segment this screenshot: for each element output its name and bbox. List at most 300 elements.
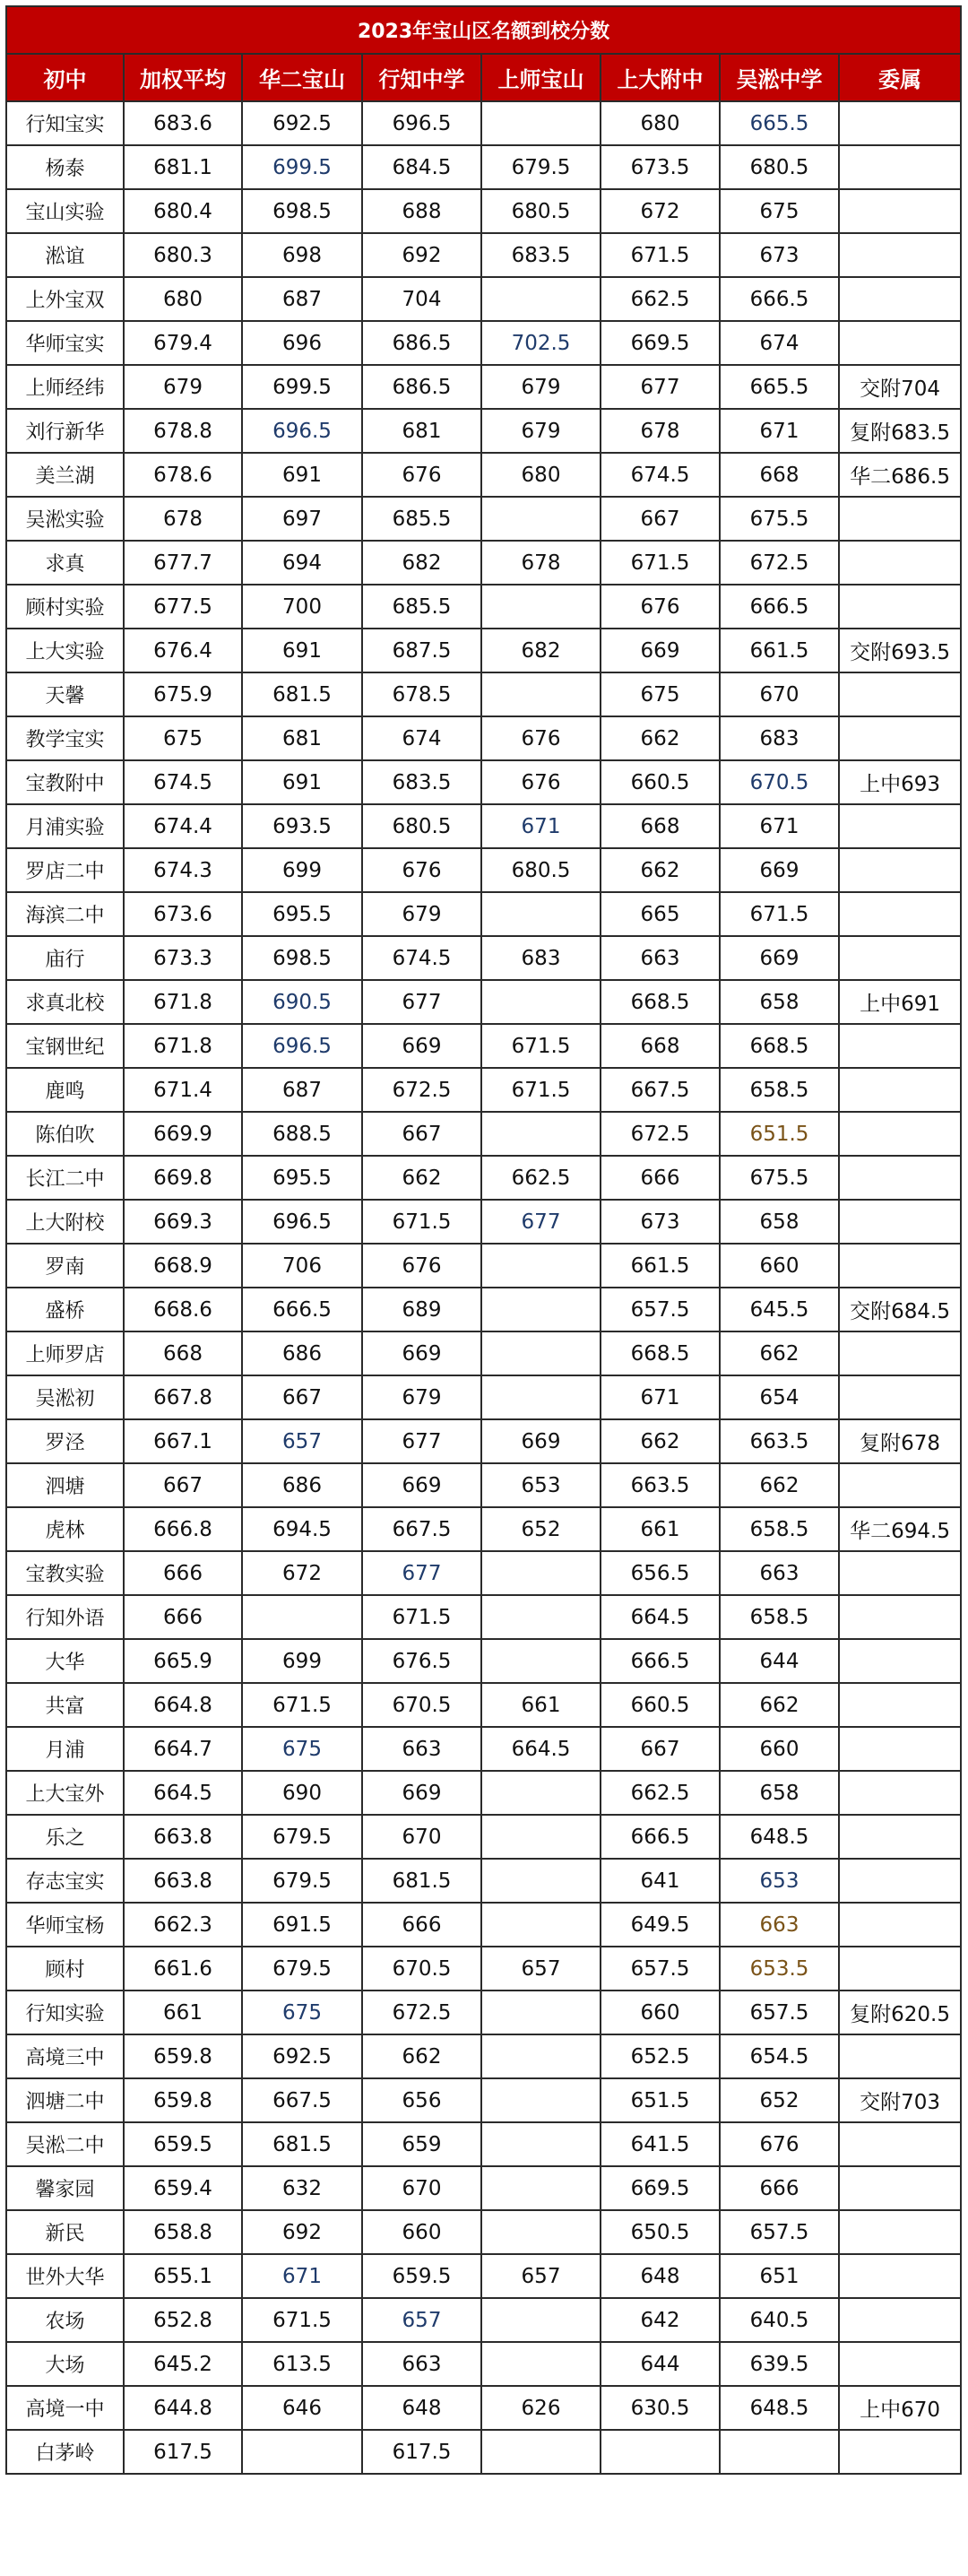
table-row [6, 1903, 961, 1947]
xingzhi-cell: 677 [362, 980, 481, 1024]
shangda-fuzhong-cell: 668.5 [601, 1331, 720, 1375]
weighted-avg-cell: 666 [124, 1595, 242, 1639]
shangshi-baoshan-cell [481, 1288, 601, 1331]
school-cell: 吴淞实验 [6, 497, 124, 541]
huaer-baoshan-cell: 696.5 [242, 1200, 362, 1244]
school-cell: 存志宝实 [6, 1859, 124, 1903]
school-cell: 宝钢世纪 [6, 1024, 124, 1068]
shangshi-baoshan-cell: 657 [481, 1947, 601, 1991]
huaer-baoshan-cell: 695.5 [242, 1156, 362, 1200]
school-cell: 乐之 [6, 1815, 124, 1859]
huaer-baoshan-cell: 690.5 [242, 980, 362, 1024]
huaer-baoshan-cell: 699.5 [242, 145, 362, 189]
wusong-cell: 657.5 [720, 2210, 839, 2254]
weishu-cell: 交附704 [839, 365, 961, 409]
xingzhi-cell: 686.5 [362, 365, 481, 409]
huaer-baoshan-cell: 672 [242, 1551, 362, 1595]
xingzhi-cell: 685.5 [362, 497, 481, 541]
shangshi-baoshan-cell [481, 1903, 601, 1947]
weighted-avg-cell: 681.1 [124, 145, 242, 189]
wusong-cell: 669 [720, 936, 839, 980]
huaer-baoshan-cell: 691 [242, 453, 362, 497]
wusong-cell: 674 [720, 321, 839, 365]
wusong-cell: 668.5 [720, 1024, 839, 1068]
huaer-baoshan-cell: 632 [242, 2166, 362, 2210]
weighted-avg-cell: 675.9 [124, 672, 242, 716]
huaer-baoshan-cell: 675 [242, 1991, 362, 2034]
shangshi-baoshan-cell [481, 2210, 601, 2254]
wusong-cell: 665.5 [720, 101, 839, 145]
wusong-cell: 648.5 [720, 2386, 839, 2430]
shangshi-baoshan-cell: 680 [481, 453, 601, 497]
shangshi-baoshan-cell [481, 101, 601, 145]
table-row [6, 2430, 961, 2474]
wusong-cell: 658.5 [720, 1595, 839, 1639]
wusong-cell [720, 2430, 839, 2474]
wusong-cell: 654 [720, 1375, 839, 1419]
school-cell: 华师宝杨 [6, 1903, 124, 1947]
weighted-avg-cell: 674.3 [124, 848, 242, 892]
xingzhi-cell: 671.5 [362, 1200, 481, 1244]
shangshi-baoshan-cell [481, 892, 601, 936]
shangshi-baoshan-cell: 664.5 [481, 1727, 601, 1771]
shangda-fuzhong-cell: 673.5 [601, 145, 720, 189]
wusong-cell: 666 [720, 2166, 839, 2210]
shangda-fuzhong-cell: 669 [601, 629, 720, 672]
weishu-cell [839, 189, 961, 233]
shangshi-baoshan-cell: 671.5 [481, 1068, 601, 1112]
weighted-avg-cell: 655.1 [124, 2254, 242, 2298]
weishu-cell: 上中691 [839, 980, 961, 1024]
weishu-cell [839, 1156, 961, 1200]
huaer-baoshan-cell: 681.5 [242, 672, 362, 716]
school-cell: 上大宝外 [6, 1771, 124, 1815]
school-cell: 海滨二中 [6, 892, 124, 936]
shangshi-baoshan-cell [481, 2430, 601, 2474]
xingzhi-cell: 689 [362, 1288, 481, 1331]
shangda-fuzhong-cell: 673 [601, 1200, 720, 1244]
shangshi-baoshan-cell [481, 2122, 601, 2166]
table-row [6, 101, 961, 145]
wusong-cell: 666.5 [720, 277, 839, 321]
table-row [6, 321, 961, 365]
school-cell: 杨泰 [6, 145, 124, 189]
huaer-baoshan-cell: 693.5 [242, 804, 362, 848]
weishu-cell [839, 1463, 961, 1507]
shangda-fuzhong-cell: 662.5 [601, 277, 720, 321]
huaer-baoshan-cell: 686 [242, 1331, 362, 1375]
table-row [6, 1112, 961, 1156]
table-body [6, 101, 961, 2474]
shangda-fuzhong-cell: 667 [601, 1727, 720, 1771]
weighted-avg-cell: 668 [124, 1331, 242, 1375]
wusong-cell: 666.5 [720, 585, 839, 629]
school-cell: 教学宝实 [6, 716, 124, 760]
table-row [6, 1156, 961, 1200]
col-header-huaer-baoshan: 华二宝山 [242, 54, 362, 101]
shangshi-baoshan-cell: 683 [481, 936, 601, 980]
weighted-avg-cell: 678.6 [124, 453, 242, 497]
xingzhi-cell: 679 [362, 1375, 481, 1419]
shangda-fuzhong-cell: 675 [601, 672, 720, 716]
shangda-fuzhong-cell: 644 [601, 2342, 720, 2386]
title-row [6, 6, 961, 54]
shangda-fuzhong-cell: 660.5 [601, 760, 720, 804]
weishu-cell [839, 936, 961, 980]
shangshi-baoshan-cell [481, 2298, 601, 2342]
wusong-cell: 663.5 [720, 1419, 839, 1463]
wusong-cell: 644 [720, 1639, 839, 1683]
school-cell: 上师罗店 [6, 1331, 124, 1375]
huaer-baoshan-cell [242, 1595, 362, 1639]
weishu-cell [839, 2034, 961, 2078]
shangshi-baoshan-cell: 678 [481, 541, 601, 585]
wusong-cell: 658 [720, 1771, 839, 1815]
weighted-avg-cell: 659.8 [124, 2034, 242, 2078]
weighted-avg-cell: 679 [124, 365, 242, 409]
shangshi-baoshan-cell [481, 1639, 601, 1683]
shangshi-baoshan-cell [481, 1331, 601, 1375]
xingzhi-cell: 678.5 [362, 672, 481, 716]
xingzhi-cell: 670.5 [362, 1683, 481, 1727]
header-row [6, 54, 961, 101]
shangshi-baoshan-cell [481, 1815, 601, 1859]
shangda-fuzhong-cell: 662 [601, 716, 720, 760]
weighted-avg-cell: 664.5 [124, 1771, 242, 1815]
huaer-baoshan-cell: 699 [242, 1639, 362, 1683]
weishu-cell [839, 101, 961, 145]
school-cell: 求真北校 [6, 980, 124, 1024]
weishu-cell [839, 2342, 961, 2386]
huaer-baoshan-cell: 698.5 [242, 936, 362, 980]
weishu-cell: 上中693 [839, 760, 961, 804]
weishu-cell: 上中670 [839, 2386, 961, 2430]
school-cell: 美兰湖 [6, 453, 124, 497]
shangda-fuzhong-cell: 671.5 [601, 541, 720, 585]
wusong-cell: 675.5 [720, 497, 839, 541]
col-header-weishu: 委属 [839, 54, 961, 101]
weighted-avg-cell: 676.4 [124, 629, 242, 672]
table-row [6, 1639, 961, 1683]
xingzhi-cell: 676 [362, 1244, 481, 1288]
shangda-fuzhong-cell: 672.5 [601, 1112, 720, 1156]
huaer-baoshan-cell: 698.5 [242, 189, 362, 233]
shangda-fuzhong-cell: 667.5 [601, 1068, 720, 1112]
shangshi-baoshan-cell: 657 [481, 2254, 601, 2298]
weishu-cell: 复附678 [839, 1419, 961, 1463]
xingzhi-cell: 656 [362, 2078, 481, 2122]
school-cell: 泗塘 [6, 1463, 124, 1507]
school-cell: 上师经纬 [6, 365, 124, 409]
weishu-cell [839, 1771, 961, 1815]
weighted-avg-cell: 666.8 [124, 1507, 242, 1551]
shangshi-baoshan-cell [481, 277, 601, 321]
weighted-avg-cell: 673.6 [124, 892, 242, 936]
shangda-fuzhong-cell: 652.5 [601, 2034, 720, 2078]
shangda-fuzhong-cell: 666.5 [601, 1815, 720, 1859]
xingzhi-cell: 659 [362, 2122, 481, 2166]
xingzhi-cell: 669 [362, 1024, 481, 1068]
shangda-fuzhong-cell: 663 [601, 936, 720, 980]
weishu-cell [839, 2122, 961, 2166]
xingzhi-cell: 671.5 [362, 1595, 481, 1639]
xingzhi-cell: 670 [362, 2166, 481, 2210]
school-cell: 华师宝实 [6, 321, 124, 365]
wusong-cell: 670.5 [720, 760, 839, 804]
table-row [6, 2298, 961, 2342]
xingzhi-cell: 692 [362, 233, 481, 277]
shangda-fuzhong-cell: 677 [601, 365, 720, 409]
wusong-cell: 662 [720, 1331, 839, 1375]
huaer-baoshan-cell: 699 [242, 848, 362, 892]
weishu-cell [839, 2298, 961, 2342]
xingzhi-cell: 682 [362, 541, 481, 585]
shangda-fuzhong-cell: 648 [601, 2254, 720, 2298]
huaer-baoshan-cell: 646 [242, 2386, 362, 2430]
table-row [6, 716, 961, 760]
table-row [6, 365, 961, 409]
weishu-cell: 华二686.5 [839, 453, 961, 497]
weishu-cell [839, 277, 961, 321]
school-cell: 泗塘二中 [6, 2078, 124, 2122]
xingzhi-cell: 681.5 [362, 1859, 481, 1903]
weishu-cell [839, 1551, 961, 1595]
score-table [5, 5, 962, 2475]
shangda-fuzhong-cell: 669.5 [601, 2166, 720, 2210]
huaer-baoshan-cell: 692.5 [242, 101, 362, 145]
huaer-baoshan-cell: 686 [242, 1463, 362, 1507]
xingzhi-cell: 676 [362, 848, 481, 892]
school-cell: 大华 [6, 1639, 124, 1683]
wusong-cell: 671 [720, 804, 839, 848]
school-cell: 庙行 [6, 936, 124, 980]
school-cell: 宝山实验 [6, 189, 124, 233]
table-row [6, 1288, 961, 1331]
table-row [6, 541, 961, 585]
shangda-fuzhong-cell: 630.5 [601, 2386, 720, 2430]
xingzhi-cell: 687.5 [362, 629, 481, 672]
school-cell: 罗泾 [6, 1419, 124, 1463]
shangshi-baoshan-cell [481, 2034, 601, 2078]
wusong-cell: 671.5 [720, 892, 839, 936]
huaer-baoshan-cell: 671.5 [242, 1683, 362, 1727]
school-cell: 白茅岭 [6, 2430, 124, 2474]
shangda-fuzhong-cell: 666.5 [601, 1639, 720, 1683]
xingzhi-cell: 648 [362, 2386, 481, 2430]
xingzhi-cell: 676.5 [362, 1639, 481, 1683]
weishu-cell [839, 804, 961, 848]
weishu-cell [839, 848, 961, 892]
weighted-avg-cell: 674.4 [124, 804, 242, 848]
school-cell: 月浦 [6, 1727, 124, 1771]
score-sheet [5, 5, 960, 2475]
huaer-baoshan-cell: 697 [242, 497, 362, 541]
weishu-cell [839, 1903, 961, 1947]
xingzhi-cell: 662 [362, 2034, 481, 2078]
school-cell: 宝教附中 [6, 760, 124, 804]
table-row [6, 1200, 961, 1244]
table-row [6, 672, 961, 716]
xingzhi-cell: 660 [362, 2210, 481, 2254]
table-row [6, 1991, 961, 2034]
shangshi-baoshan-cell: 652 [481, 1507, 601, 1551]
shangshi-baoshan-cell: 702.5 [481, 321, 601, 365]
school-cell: 上大实验 [6, 629, 124, 672]
table-row [6, 585, 961, 629]
school-cell: 农场 [6, 2298, 124, 2342]
wusong-cell: 665.5 [720, 365, 839, 409]
weishu-cell: 复附683.5 [839, 409, 961, 453]
weighted-avg-cell: 669.3 [124, 1200, 242, 1244]
weishu-cell [839, 1727, 961, 1771]
xingzhi-cell: 688 [362, 189, 481, 233]
shangshi-baoshan-cell [481, 1595, 601, 1639]
school-cell: 世外大华 [6, 2254, 124, 2298]
wusong-cell: 657.5 [720, 1991, 839, 2034]
weighted-avg-cell: 659.4 [124, 2166, 242, 2210]
huaer-baoshan-cell: 657 [242, 1419, 362, 1463]
xingzhi-cell: 670.5 [362, 1947, 481, 1991]
shangshi-baoshan-cell: 676 [481, 760, 601, 804]
weighted-avg-cell: 677.7 [124, 541, 242, 585]
huaer-baoshan-cell [242, 2430, 362, 2474]
table-title: 2023年宝山区名额到校分数 [6, 6, 961, 54]
school-cell: 鹿鸣 [6, 1068, 124, 1112]
table-row [6, 189, 961, 233]
weighted-avg-cell: 645.2 [124, 2342, 242, 2386]
xingzhi-cell: 684.5 [362, 145, 481, 189]
weishu-cell: 交附703 [839, 2078, 961, 2122]
shangda-fuzhong-cell: 663.5 [601, 1463, 720, 1507]
shangshi-baoshan-cell: 653 [481, 1463, 601, 1507]
huaer-baoshan-cell: 671 [242, 2254, 362, 2298]
huaer-baoshan-cell: 699.5 [242, 365, 362, 409]
shangshi-baoshan-cell: 680.5 [481, 189, 601, 233]
col-header-school: 初中 [6, 54, 124, 101]
weighted-avg-cell: 667 [124, 1463, 242, 1507]
table-row [6, 1859, 961, 1903]
shangda-fuzhong-cell: 662 [601, 1419, 720, 1463]
wusong-cell: 640.5 [720, 2298, 839, 2342]
xingzhi-cell: 685.5 [362, 585, 481, 629]
shangda-fuzhong-cell: 669.5 [601, 321, 720, 365]
xingzhi-cell: 677 [362, 1551, 481, 1595]
school-cell: 顾村 [6, 1947, 124, 1991]
wusong-cell: 651.5 [720, 1112, 839, 1156]
weishu-cell [839, 1244, 961, 1288]
shangda-fuzhong-cell: 657.5 [601, 1288, 720, 1331]
table-row [6, 1244, 961, 1288]
weishu-cell [839, 2254, 961, 2298]
weighted-avg-cell: 667.8 [124, 1375, 242, 1419]
wusong-cell: 662 [720, 1683, 839, 1727]
huaer-baoshan-cell: 691.5 [242, 1903, 362, 1947]
weishu-cell [839, 892, 961, 936]
shangda-fuzhong-cell: 641 [601, 1859, 720, 1903]
shangshi-baoshan-cell: 677 [481, 1200, 601, 1244]
shangshi-baoshan-cell: 679 [481, 409, 601, 453]
wusong-cell: 670 [720, 672, 839, 716]
huaer-baoshan-cell: 667 [242, 1375, 362, 1419]
weighted-avg-cell: 677.5 [124, 585, 242, 629]
wusong-cell: 669 [720, 848, 839, 892]
table-row [6, 1683, 961, 1727]
xingzhi-cell: 677 [362, 1419, 481, 1463]
col-header-wusong: 吴淞中学 [720, 54, 839, 101]
table-row [6, 2210, 961, 2254]
huaer-baoshan-cell: 675 [242, 1727, 362, 1771]
shangda-fuzhong-cell: 676 [601, 585, 720, 629]
weighted-avg-cell: 663.8 [124, 1859, 242, 1903]
weishu-cell [839, 1595, 961, 1639]
school-cell: 罗南 [6, 1244, 124, 1288]
table-row [6, 1068, 961, 1112]
wusong-cell: 680.5 [720, 145, 839, 189]
table-row [6, 1331, 961, 1375]
col-header-weighted-avg: 加权平均 [124, 54, 242, 101]
wusong-cell: 668 [720, 453, 839, 497]
wusong-cell: 662 [720, 1463, 839, 1507]
wusong-cell: 652 [720, 2078, 839, 2122]
wusong-cell: 658 [720, 980, 839, 1024]
wusong-cell: 683 [720, 716, 839, 760]
school-cell: 月浦实验 [6, 804, 124, 848]
school-cell: 上大附校 [6, 1200, 124, 1244]
table-row [6, 1771, 961, 1815]
shangda-fuzhong-cell: 672 [601, 189, 720, 233]
shangshi-baoshan-cell [481, 672, 601, 716]
weighted-avg-cell: 675 [124, 716, 242, 760]
wusong-cell: 639.5 [720, 2342, 839, 2386]
school-cell: 陈伯吹 [6, 1112, 124, 1156]
school-cell: 行知外语 [6, 1595, 124, 1639]
weishu-cell [839, 1859, 961, 1903]
weighted-avg-cell: 662.3 [124, 1903, 242, 1947]
wusong-cell: 661.5 [720, 629, 839, 672]
weighted-avg-cell: 674.5 [124, 760, 242, 804]
shangshi-baoshan-cell: 679.5 [481, 145, 601, 189]
weighted-avg-cell: 652.8 [124, 2298, 242, 2342]
huaer-baoshan-cell: 692.5 [242, 2034, 362, 2078]
xingzhi-cell: 657 [362, 2298, 481, 2342]
school-cell: 上外宝双 [6, 277, 124, 321]
weishu-cell [839, 1639, 961, 1683]
table-row [6, 145, 961, 189]
huaer-baoshan-cell: 688.5 [242, 1112, 362, 1156]
wusong-cell: 645.5 [720, 1288, 839, 1331]
weighted-avg-cell: 668.6 [124, 1288, 242, 1331]
table-row [6, 980, 961, 1024]
huaer-baoshan-cell: 698 [242, 233, 362, 277]
shangshi-baoshan-cell: 679 [481, 365, 601, 409]
weighted-avg-cell: 665.9 [124, 1639, 242, 1683]
shangshi-baoshan-cell: 682 [481, 629, 601, 672]
weishu-cell [839, 497, 961, 541]
weighted-avg-cell: 671.4 [124, 1068, 242, 1112]
weighted-avg-cell: 663.8 [124, 1815, 242, 1859]
school-cell: 虎林 [6, 1507, 124, 1551]
huaer-baoshan-cell: 700 [242, 585, 362, 629]
weishu-cell [839, 321, 961, 365]
table-row [6, 2342, 961, 2386]
shangda-fuzhong-cell: 660.5 [601, 1683, 720, 1727]
weishu-cell [839, 1947, 961, 1991]
school-cell: 罗店二中 [6, 848, 124, 892]
wusong-cell: 653.5 [720, 1947, 839, 1991]
wusong-cell: 673 [720, 233, 839, 277]
table-row [6, 1727, 961, 1771]
huaer-baoshan-cell: 694.5 [242, 1507, 362, 1551]
